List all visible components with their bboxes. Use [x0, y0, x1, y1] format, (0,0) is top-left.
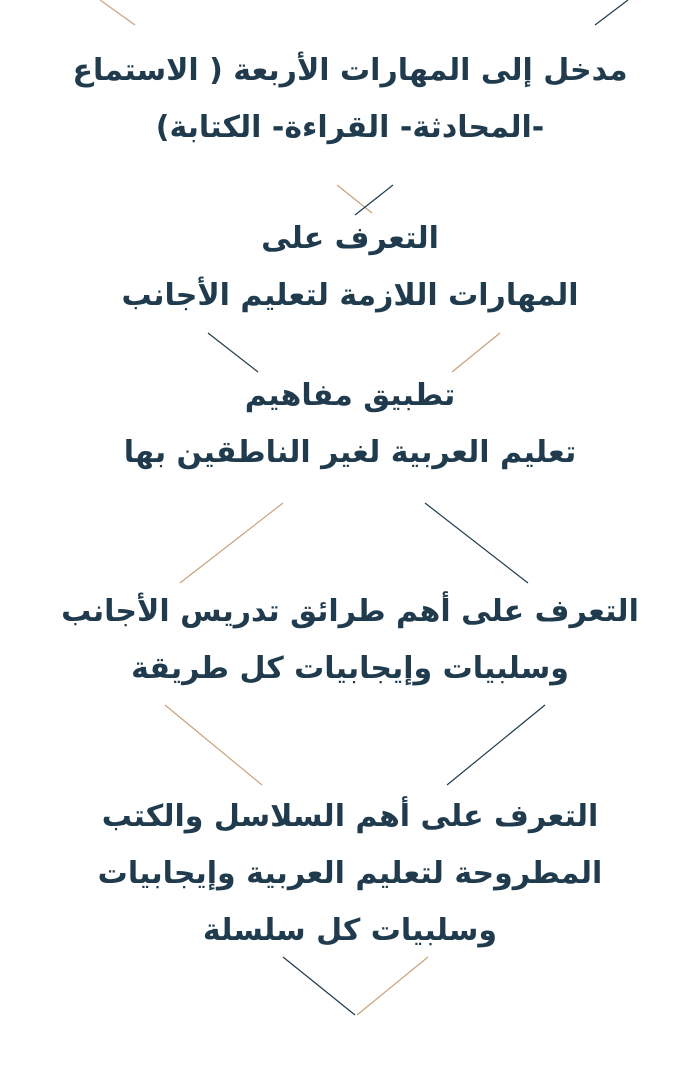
section-5-line-2: المطروحة لتعليم العربية وإيجابيات [97, 856, 603, 891]
connector-line [283, 957, 355, 1015]
connector-line [357, 957, 428, 1015]
section-1-line-1: مدخل إلى المهارات الأربعة ( الاستماع [72, 53, 628, 88]
section-5-line-3: وسلبيات كل سلسلة [202, 913, 498, 948]
connector-line [165, 705, 262, 785]
connector-line [337, 185, 372, 213]
section-4-line-1: التعرف على أهم طرائق تدريس الأجانب [61, 594, 639, 629]
section-5 [0, 788, 700, 959]
connector-line [100, 0, 135, 25]
section-2-line-1: التعرف على [261, 221, 439, 256]
section-1-line-2: -المحادثة- القراءة- الكتابة) [155, 110, 545, 145]
section-4 [0, 583, 700, 697]
section-2 [0, 210, 700, 324]
section-3 [0, 367, 700, 481]
connector-line [425, 503, 528, 583]
connector-line [447, 705, 545, 785]
section-2-line-2: المهارات اللازمة لتعليم الأجانب [121, 278, 579, 313]
section-3-line-2: تعليم العربية لغير الناطقين بها [123, 435, 577, 470]
section-4-line-2: وسلبيات وإيجابيات كل طريقة [131, 651, 569, 686]
section-3-line-1: تطبيق مفاهيم [244, 378, 456, 413]
section-5-line-1: التعرف على أهم السلاسل والكتب [101, 799, 599, 834]
connector-line [180, 503, 283, 583]
connector-line [595, 0, 628, 25]
section-1 [0, 42, 700, 156]
